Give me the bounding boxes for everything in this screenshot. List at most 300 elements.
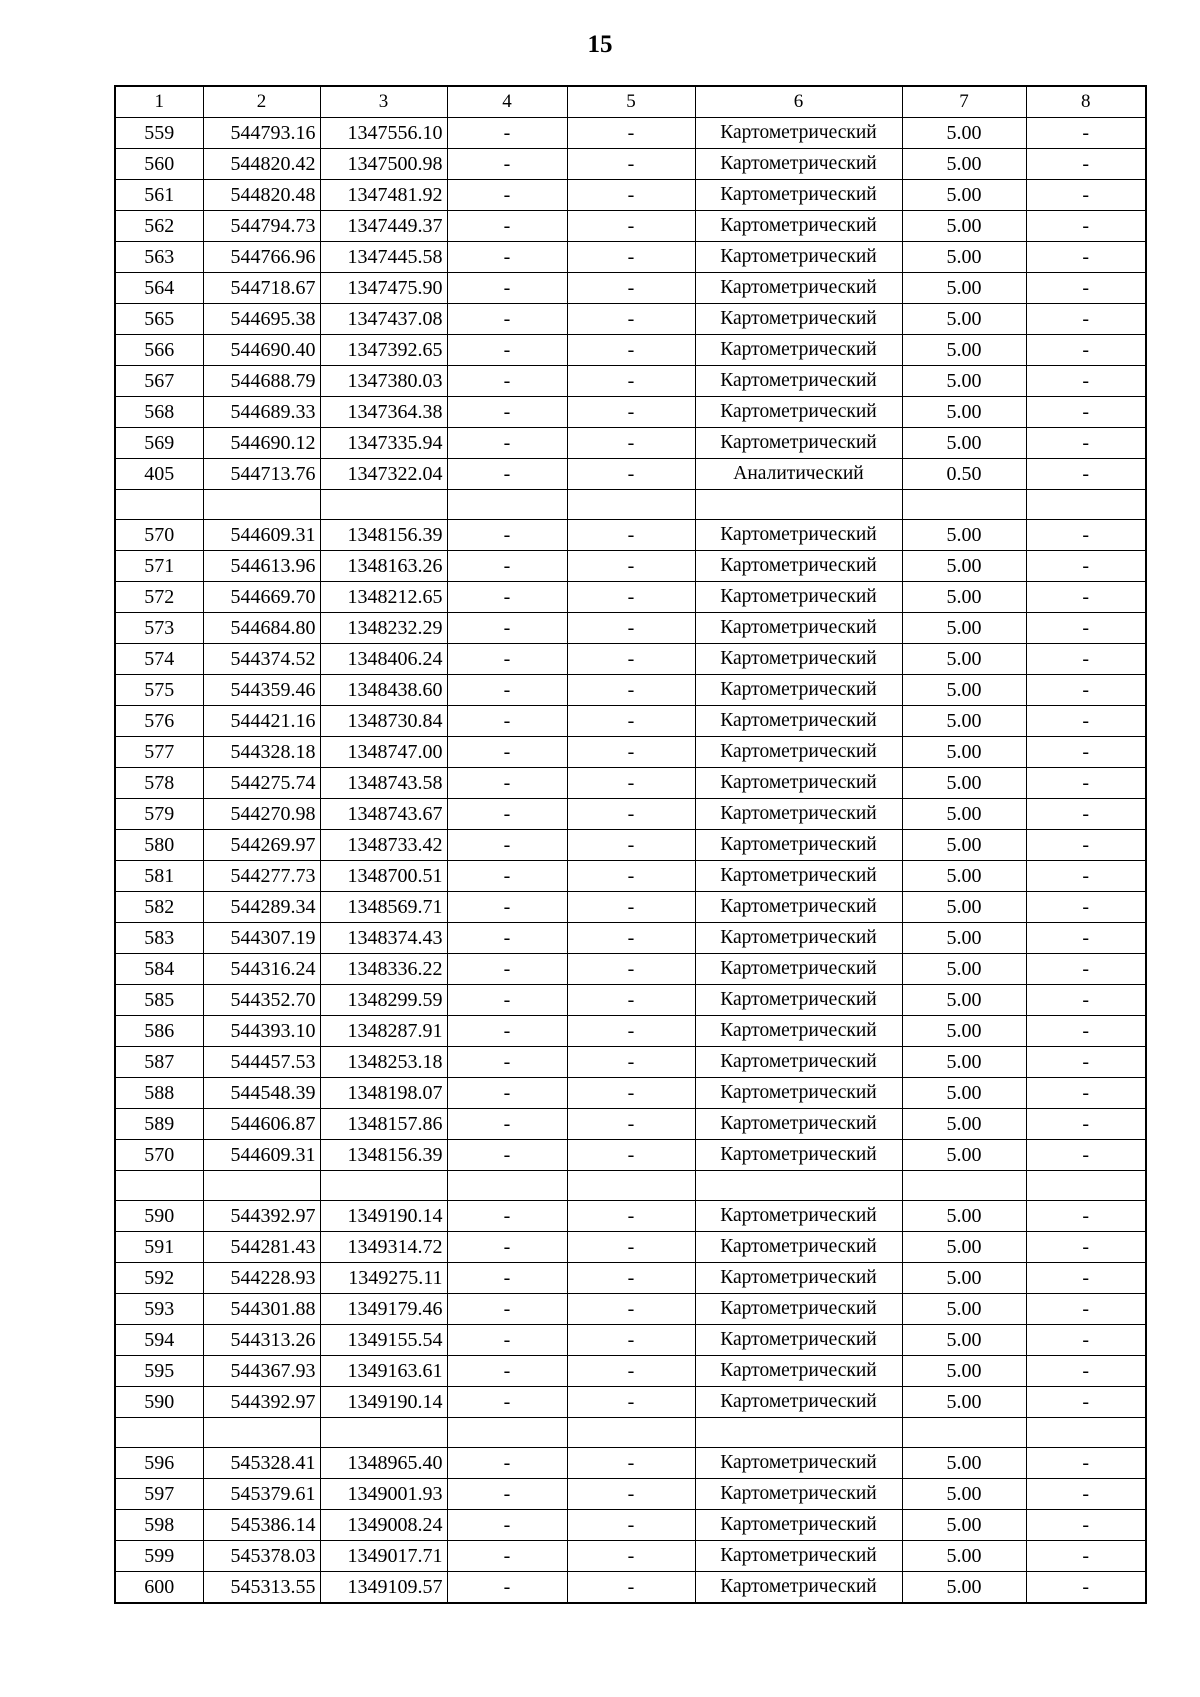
table-cell	[115, 1171, 203, 1201]
table-cell: 582	[115, 892, 203, 923]
table-row	[115, 799, 1146, 830]
table-cell: -	[1026, 180, 1146, 211]
table-cell: -	[567, 149, 695, 180]
table-cell: -	[447, 118, 567, 149]
table-cell: -	[447, 799, 567, 830]
table-cell: -	[447, 304, 567, 335]
table-cell: -	[447, 675, 567, 706]
table-cell: 5.00	[902, 1201, 1026, 1232]
table-cell: 544275.74	[203, 768, 320, 799]
column-header: 5	[567, 86, 695, 118]
table-cell: 544307.19	[203, 923, 320, 954]
table-cell: -	[1026, 923, 1146, 954]
table-row	[115, 335, 1146, 366]
table-cell: 5.00	[902, 551, 1026, 582]
table-cell: Картометрический	[695, 582, 902, 613]
table-cell: -	[447, 1448, 567, 1479]
table-cell: -	[1026, 985, 1146, 1016]
table-cell: -	[1026, 644, 1146, 675]
table-cell: -	[567, 180, 695, 211]
table-cell: -	[567, 892, 695, 923]
table-cell: 544548.39	[203, 1078, 320, 1109]
table-row	[115, 675, 1146, 706]
table-row	[115, 644, 1146, 675]
table-cell: 544690.12	[203, 428, 320, 459]
table-cell	[447, 1171, 567, 1201]
table-cell: Картометрический	[695, 613, 902, 644]
table-cell: -	[447, 1510, 567, 1541]
table-cell: 5.00	[902, 211, 1026, 242]
table-cell: -	[1026, 737, 1146, 768]
coordinates-table	[114, 85, 1147, 1604]
table-cell: -	[567, 768, 695, 799]
table-cell: -	[1026, 1510, 1146, 1541]
table-cell: -	[1026, 1387, 1146, 1418]
table-cell: -	[567, 459, 695, 490]
table-cell: -	[1026, 1140, 1146, 1171]
table-cell: 5.00	[902, 428, 1026, 459]
table-cell: 595	[115, 1356, 203, 1387]
table-cell: -	[567, 118, 695, 149]
table-cell: -	[447, 1109, 567, 1140]
table-cell: 544301.88	[203, 1294, 320, 1325]
table-cell: -	[567, 242, 695, 273]
table-cell: -	[1026, 1078, 1146, 1109]
table-cell	[447, 1418, 567, 1448]
table-cell: -	[567, 737, 695, 768]
table-cell: 1348156.39	[320, 520, 447, 551]
table-cell: 544270.98	[203, 799, 320, 830]
table-cell: -	[1026, 1016, 1146, 1047]
table-cell: 544352.70	[203, 985, 320, 1016]
table-cell: -	[447, 768, 567, 799]
table-cell: 5.00	[902, 118, 1026, 149]
table-cell: 5.00	[902, 242, 1026, 273]
table-row	[115, 1356, 1146, 1387]
table-cell: 5.00	[902, 1078, 1026, 1109]
table-cell: -	[567, 335, 695, 366]
table-cell: 1348299.59	[320, 985, 447, 1016]
table-cell: 1348743.67	[320, 799, 447, 830]
table-cell: 5.00	[902, 923, 1026, 954]
table-cell: 544316.24	[203, 954, 320, 985]
table-cell: -	[447, 180, 567, 211]
table-cell: -	[447, 1325, 567, 1356]
table-cell: -	[567, 1325, 695, 1356]
table-cell: 597	[115, 1479, 203, 1510]
table-row	[115, 1263, 1146, 1294]
table-cell	[1026, 1171, 1146, 1201]
table-cell: -	[1026, 1263, 1146, 1294]
table-cell: Картометрический	[695, 737, 902, 768]
table-row	[115, 180, 1146, 211]
table-cell: Картометрический	[695, 304, 902, 335]
table-cell	[1026, 490, 1146, 520]
table-cell: -	[447, 1387, 567, 1418]
table-row	[115, 1140, 1146, 1171]
table-cell: 1347380.03	[320, 366, 447, 397]
table-cell: -	[1026, 366, 1146, 397]
table-cell: -	[447, 985, 567, 1016]
table-cell: -	[1026, 1201, 1146, 1232]
table-cell: -	[1026, 954, 1146, 985]
table-row	[115, 1109, 1146, 1140]
table-cell: -	[1026, 1109, 1146, 1140]
table-row	[115, 1294, 1146, 1325]
table-cell: -	[1026, 1448, 1146, 1479]
table-cell: Картометрический	[695, 768, 902, 799]
table-cell	[115, 1418, 203, 1448]
table-row	[115, 613, 1146, 644]
table-cell: 544609.31	[203, 520, 320, 551]
table-cell: Картометрический	[695, 1294, 902, 1325]
table-cell: Картометрический	[695, 1047, 902, 1078]
table-cell: -	[567, 830, 695, 861]
table-cell: -	[567, 1448, 695, 1479]
table-cell: 5.00	[902, 1294, 1026, 1325]
table-cell: 565	[115, 304, 203, 335]
table-cell	[567, 490, 695, 520]
table-cell: 594	[115, 1325, 203, 1356]
table-cell: 1348336.22	[320, 954, 447, 985]
table-cell: -	[1026, 335, 1146, 366]
table-cell: 544689.33	[203, 397, 320, 428]
column-header: 1	[115, 86, 203, 118]
table-cell: -	[447, 1201, 567, 1232]
table-cell: -	[447, 830, 567, 861]
table-cell: Картометрический	[695, 118, 902, 149]
table-cell: -	[567, 1356, 695, 1387]
table-cell: 544793.16	[203, 118, 320, 149]
table-cell: 1348287.91	[320, 1016, 447, 1047]
table-cell	[902, 490, 1026, 520]
table-cell: -	[447, 242, 567, 273]
table-cell: Картометрический	[695, 1572, 902, 1604]
table-cell: 1349179.46	[320, 1294, 447, 1325]
table-cell: Картометрический	[695, 180, 902, 211]
table-cell: -	[567, 1510, 695, 1541]
table-row	[115, 211, 1146, 242]
table-cell: 1348569.71	[320, 892, 447, 923]
table-cell: 579	[115, 799, 203, 830]
table-cell: -	[1026, 1325, 1146, 1356]
table-cell: Аналитический	[695, 459, 902, 490]
table-cell: -	[567, 520, 695, 551]
table-cell: -	[447, 1541, 567, 1572]
table-cell: 566	[115, 335, 203, 366]
table-cell: 593	[115, 1294, 203, 1325]
table-cell: 544359.46	[203, 675, 320, 706]
table-row	[115, 1448, 1146, 1479]
table-cell: 5.00	[902, 1479, 1026, 1510]
table-cell: -	[567, 211, 695, 242]
table-cell: 5.00	[902, 768, 1026, 799]
table-cell: 1349008.24	[320, 1510, 447, 1541]
table-cell: -	[447, 520, 567, 551]
table-cell: 5.00	[902, 954, 1026, 985]
table-cell	[695, 490, 902, 520]
table-cell: 5.00	[902, 1541, 1026, 1572]
table-row	[115, 1541, 1146, 1572]
table-cell: Картометрический	[695, 1140, 902, 1171]
table-cell: -	[447, 644, 567, 675]
table-cell: 544766.96	[203, 242, 320, 273]
table-cell: 5.00	[902, 613, 1026, 644]
table-cell: 544718.67	[203, 273, 320, 304]
table-cell: Картометрический	[695, 520, 902, 551]
table-cell: 5.00	[902, 675, 1026, 706]
table-cell: -	[567, 1387, 695, 1418]
table-cell: 586	[115, 1016, 203, 1047]
table-cell: -	[1026, 273, 1146, 304]
table-cell: -	[567, 1140, 695, 1171]
table-cell: 591	[115, 1232, 203, 1263]
table-cell: Картометрический	[695, 1232, 902, 1263]
table-cell: 5.00	[902, 1140, 1026, 1171]
table-cell: 1347481.92	[320, 180, 447, 211]
table-row	[115, 304, 1146, 335]
table-cell	[320, 1171, 447, 1201]
table-cell: -	[1026, 149, 1146, 180]
table-cell: -	[447, 397, 567, 428]
table-cell: 1347556.10	[320, 118, 447, 149]
table-cell	[447, 490, 567, 520]
table-cell: 5.00	[902, 737, 1026, 768]
table-row	[115, 551, 1146, 582]
table-cell: -	[567, 985, 695, 1016]
table-cell: Картометрический	[695, 242, 902, 273]
table-cell: 544374.52	[203, 644, 320, 675]
table-cell: 5.00	[902, 861, 1026, 892]
table-row	[115, 242, 1146, 273]
table-cell: 544713.76	[203, 459, 320, 490]
table-cell: Картометрический	[695, 1201, 902, 1232]
table-cell: 1348212.65	[320, 582, 447, 613]
table-row	[115, 273, 1146, 304]
table-cell	[567, 1171, 695, 1201]
table-cell: Картометрический	[695, 954, 902, 985]
table-cell: 1347392.65	[320, 335, 447, 366]
table-cell: 544695.38	[203, 304, 320, 335]
table-cell: Картометрический	[695, 211, 902, 242]
table-row	[115, 118, 1146, 149]
table-cell: 5.00	[902, 799, 1026, 830]
table-cell	[567, 1418, 695, 1448]
table-cell: -	[567, 366, 695, 397]
table-cell: 1347437.08	[320, 304, 447, 335]
table-cell: 545313.55	[203, 1572, 320, 1604]
table-row	[115, 737, 1146, 768]
table-cell: -	[1026, 582, 1146, 613]
table-cell: -	[447, 1572, 567, 1604]
table-cell: 544289.34	[203, 892, 320, 923]
table-cell: 570	[115, 1140, 203, 1171]
table-cell: -	[567, 1572, 695, 1604]
table-cell: 1349275.11	[320, 1263, 447, 1294]
table-cell: -	[1026, 892, 1146, 923]
table-cell: 544277.73	[203, 861, 320, 892]
table-cell: 1348747.00	[320, 737, 447, 768]
table-cell: 587	[115, 1047, 203, 1078]
table-cell: -	[567, 397, 695, 428]
table-cell: -	[567, 1541, 695, 1572]
table-cell: 1348733.42	[320, 830, 447, 861]
table-cell	[902, 1171, 1026, 1201]
table-cell: Картометрический	[695, 923, 902, 954]
table-cell: 1348163.26	[320, 551, 447, 582]
table-cell: 1349017.71	[320, 1541, 447, 1572]
table-cell: 580	[115, 830, 203, 861]
table-cell: 1347335.94	[320, 428, 447, 459]
table-cell: -	[567, 954, 695, 985]
table-cell: 599	[115, 1541, 203, 1572]
table-row	[115, 1479, 1146, 1510]
table-cell: -	[1026, 1479, 1146, 1510]
table-cell: 5.00	[902, 273, 1026, 304]
table-cell: 544457.53	[203, 1047, 320, 1078]
table-cell: -	[567, 1016, 695, 1047]
table-cell: 589	[115, 1109, 203, 1140]
table-cell: -	[567, 1109, 695, 1140]
table-cell: 544690.40	[203, 335, 320, 366]
table-cell: 563	[115, 242, 203, 273]
table-cell: 5.00	[902, 1263, 1026, 1294]
column-header: 4	[447, 86, 567, 118]
table-cell: 5.00	[902, 1572, 1026, 1604]
table-cell: 544269.97	[203, 830, 320, 861]
table-cell: -	[447, 613, 567, 644]
table-cell: Картометрический	[695, 1263, 902, 1294]
table-cell: 1349109.57	[320, 1572, 447, 1604]
table-cell: 5.00	[902, 1325, 1026, 1356]
separator-row	[115, 490, 1146, 520]
table-row	[115, 582, 1146, 613]
table-cell: -	[1026, 1541, 1146, 1572]
table-row	[115, 1325, 1146, 1356]
table-cell: Картометрический	[695, 1387, 902, 1418]
table-cell	[695, 1171, 902, 1201]
table-row	[115, 985, 1146, 1016]
table-cell: 544613.96	[203, 551, 320, 582]
table-cell: -	[447, 149, 567, 180]
table-cell: 544367.93	[203, 1356, 320, 1387]
table-cell: 590	[115, 1201, 203, 1232]
table-cell: 544669.70	[203, 582, 320, 613]
table-cell: 1348156.39	[320, 1140, 447, 1171]
table-cell: 5.00	[902, 1232, 1026, 1263]
table-cell	[203, 490, 320, 520]
table-row	[115, 149, 1146, 180]
table-cell	[203, 1171, 320, 1201]
table-cell: 544820.42	[203, 149, 320, 180]
table-cell: 544328.18	[203, 737, 320, 768]
page-number: 15	[587, 31, 613, 58]
table-cell: -	[447, 954, 567, 985]
table-cell: 575	[115, 675, 203, 706]
table-cell: 5.00	[902, 1356, 1026, 1387]
table-cell: -	[447, 1356, 567, 1387]
table-cell: 405	[115, 459, 203, 490]
table-cell: -	[1026, 675, 1146, 706]
table-cell: -	[567, 304, 695, 335]
table-cell: Картометрический	[695, 1356, 902, 1387]
table-cell: 1347322.04	[320, 459, 447, 490]
table-cell: -	[567, 675, 695, 706]
table-row	[115, 1016, 1146, 1047]
table-cell: 1348700.51	[320, 861, 447, 892]
table-cell: Картометрический	[695, 1325, 902, 1356]
table-cell: 544392.97	[203, 1387, 320, 1418]
table-cell: -	[447, 273, 567, 304]
table-cell: 600	[115, 1572, 203, 1604]
table-cell: -	[447, 428, 567, 459]
table-row	[115, 459, 1146, 490]
table-cell: 596	[115, 1448, 203, 1479]
table-cell: -	[567, 1232, 695, 1263]
table-cell: -	[567, 644, 695, 675]
table-cell: -	[567, 1201, 695, 1232]
table-cell: 568	[115, 397, 203, 428]
table-cell: 5.00	[902, 706, 1026, 737]
table-cell: -	[447, 861, 567, 892]
table-cell: -	[1026, 861, 1146, 892]
table-cell: -	[567, 582, 695, 613]
table-cell: 1348406.24	[320, 644, 447, 675]
table-cell: -	[1026, 1047, 1146, 1078]
table-cell: Картометрический	[695, 861, 902, 892]
column-header: 7	[902, 86, 1026, 118]
table-row	[115, 892, 1146, 923]
table-row	[115, 1387, 1146, 1418]
table-header-row	[115, 86, 1146, 118]
table-cell: Картометрический	[695, 830, 902, 861]
table-cell: -	[567, 799, 695, 830]
table-cell: -	[567, 428, 695, 459]
table-cell: 564	[115, 273, 203, 304]
table-cell: -	[447, 459, 567, 490]
table-cell: 5.00	[902, 366, 1026, 397]
table-cell: -	[1026, 1356, 1146, 1387]
table-cell: 572	[115, 582, 203, 613]
table-cell: -	[567, 1479, 695, 1510]
table-cell: 5.00	[902, 892, 1026, 923]
table-cell: 569	[115, 428, 203, 459]
separator-row	[115, 1171, 1146, 1201]
table-row	[115, 861, 1146, 892]
table-row	[115, 366, 1146, 397]
table-cell: 1347500.98	[320, 149, 447, 180]
table-cell: 1347364.38	[320, 397, 447, 428]
table-cell: 5.00	[902, 304, 1026, 335]
table-cell: Картометрический	[695, 799, 902, 830]
table-cell: -	[447, 1294, 567, 1325]
table-cell: 5.00	[902, 644, 1026, 675]
table-cell: -	[447, 1263, 567, 1294]
table-cell: 544393.10	[203, 1016, 320, 1047]
table-cell: -	[1026, 304, 1146, 335]
table-cell: 544281.43	[203, 1232, 320, 1263]
column-header: 2	[203, 86, 320, 118]
table-cell: -	[1026, 1572, 1146, 1604]
table-cell: -	[1026, 428, 1146, 459]
table-cell: 5.00	[902, 985, 1026, 1016]
table-cell: 545378.03	[203, 1541, 320, 1572]
table-cell: 5.00	[902, 520, 1026, 551]
table-cell: 1349155.54	[320, 1325, 447, 1356]
table-cell: 561	[115, 180, 203, 211]
table-cell: -	[447, 335, 567, 366]
table-cell: -	[1026, 520, 1146, 551]
